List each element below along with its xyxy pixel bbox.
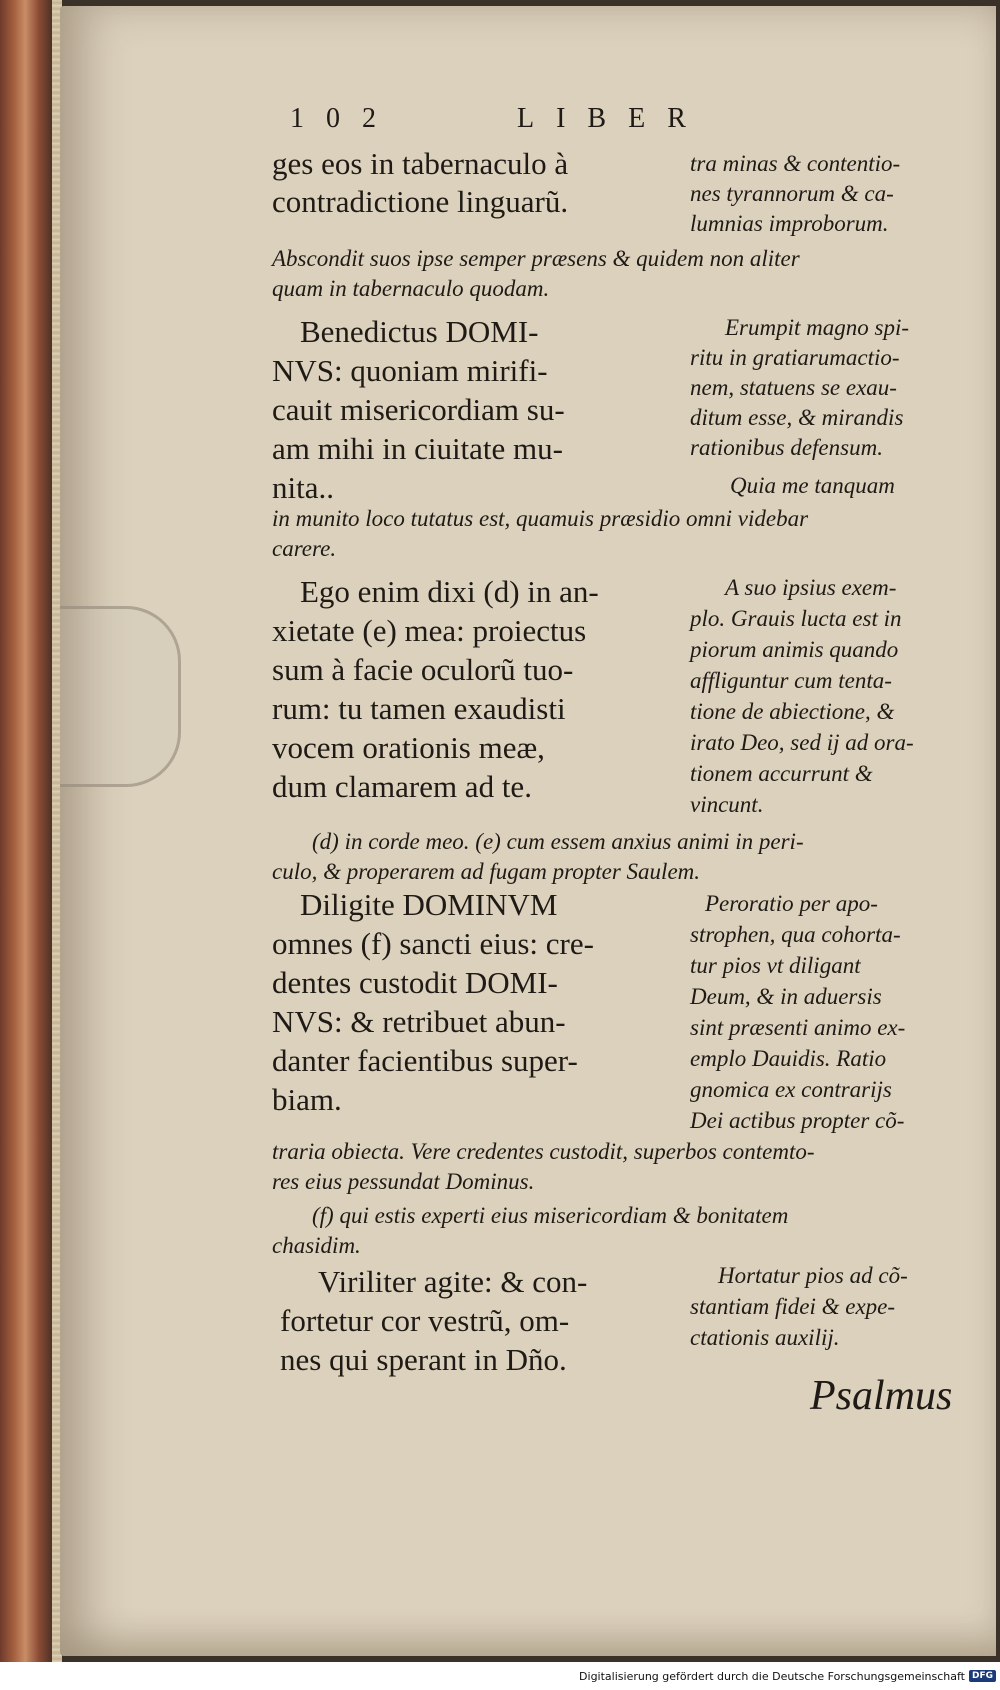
main-line: omnes (f) sancti eius: cre- <box>272 926 594 961</box>
main-line: ges eos in tabernaculo à <box>272 146 569 181</box>
main-line: contradictione linguarũ. <box>272 184 569 219</box>
main-line: Benedictus DOMI- <box>300 314 539 349</box>
full-note: carere. <box>272 536 337 561</box>
full-note: res eius pessundat Dominus. <box>272 1169 535 1194</box>
catchword: Psalmus <box>810 1373 953 1419</box>
side-note: Deum, & in aduersis <box>690 984 882 1009</box>
main-line: nes qui sperant in Dño. <box>280 1342 567 1377</box>
side-note: nes tyrannorum & ca- <box>690 181 894 206</box>
side-note: tione de abiectione, & <box>690 699 895 724</box>
side-note: emplo Dauidis. Ratio <box>690 1046 887 1071</box>
side-note: affliguntur cum tenta- <box>690 668 892 693</box>
funding-credit: Digitalisierung gefördert durch die Deutsche Forschungsgemeinschaft <box>579 1669 965 1683</box>
footer-bar <box>0 1662 1000 1690</box>
full-note: quam in tabernaculo quodam. <box>272 276 550 301</box>
main-line: vocem orationis meæ, <box>272 730 545 765</box>
side-note: ritu in gratiarumactio- <box>690 345 900 370</box>
main-line: xietate (e) mea: proiectus <box>272 613 587 648</box>
main-line: NVS: & retribuet abun- <box>272 1004 566 1039</box>
side-note: ditum esse, & mirandis <box>690 405 904 430</box>
side-note: sint præsenti animo ex- <box>690 1015 906 1040</box>
main-line: NVS: quoniam mirifi- <box>272 353 548 388</box>
page-number: 102 <box>290 103 398 134</box>
side-note: Erumpit magno spi- <box>725 315 909 340</box>
side-note: Dei actibus propter cõ- <box>690 1108 905 1133</box>
side-note: tra minas & contentio- <box>690 151 901 176</box>
main-line: am mihi in ciuitate mu- <box>272 431 563 466</box>
full-note: chasidim. <box>272 1233 361 1258</box>
side-note: rationibus defensum. <box>690 435 883 460</box>
main-line: dum clamarem ad te. <box>272 769 532 804</box>
side-note: piorum animis quando <box>690 637 899 662</box>
side-note: tur pios vt diligant <box>690 953 861 978</box>
side-note: lumnias improborum. <box>690 211 889 236</box>
side-note: Quia me tanquam <box>730 473 895 498</box>
book-spine <box>0 0 56 1662</box>
side-note: gnomica ex contrarijs <box>690 1077 892 1102</box>
side-note: nem, statuens se exau- <box>690 375 897 400</box>
side-note: irato Deo, sed ij ad ora- <box>690 730 914 755</box>
full-note: culo, & properarem ad fugam propter Saulem. <box>272 859 701 884</box>
main-line: sum à facie oculorũ tuo- <box>272 652 574 687</box>
side-note: strophen, qua cohorta- <box>690 922 901 947</box>
dfg-logo: DFG <box>969 1670 996 1682</box>
side-note: plo. Grauis lucta est in <box>690 606 902 631</box>
side-note: Peroratio per apo- <box>705 891 878 916</box>
main-line: Viriliter agite: & con- <box>318 1264 588 1299</box>
main-line: nita.. <box>272 470 334 505</box>
side-note: Hortatur pios ad cõ- <box>718 1263 908 1288</box>
main-line: danter facientibus super- <box>272 1043 578 1078</box>
full-note: Abscondit suos ipse semper præsens & quidem non aliter <box>272 246 800 271</box>
side-note: tionem accurrunt & <box>690 761 873 786</box>
full-note: (d) in corde meo. (e) cum essem anxius animi in peri- <box>312 829 804 854</box>
main-line: rum: tu tamen exaudisti <box>272 691 566 726</box>
running-header <box>290 103 708 135</box>
main-line: cauit misericordiam su- <box>272 392 565 427</box>
main-line: dentes custodit DOMI- <box>272 965 558 1000</box>
main-line: Diligite DOMINVM <box>300 887 558 922</box>
main-line: Ego enim dixi (d) in an- <box>300 574 599 609</box>
running-title: LIBER <box>517 103 708 134</box>
main-line: fortetur cor vestrũ, om- <box>280 1303 570 1338</box>
main-line: biam. <box>272 1082 342 1117</box>
full-note: traria obiecta. Vere credentes custodit, superbos contemto- <box>272 1139 815 1164</box>
full-note: in munito loco tutatus est, quamuis præsidio omni videbar <box>272 506 809 531</box>
side-note: ctationis auxilij. <box>690 1325 840 1350</box>
side-note: stantiam fidei & expe- <box>690 1294 896 1319</box>
full-note: (f) qui estis experti eius misericordiam & bonitatem <box>312 1203 789 1228</box>
page-clip <box>60 606 181 787</box>
side-note: A suo ipsius exem- <box>725 575 897 600</box>
side-note: vincunt. <box>690 792 764 817</box>
